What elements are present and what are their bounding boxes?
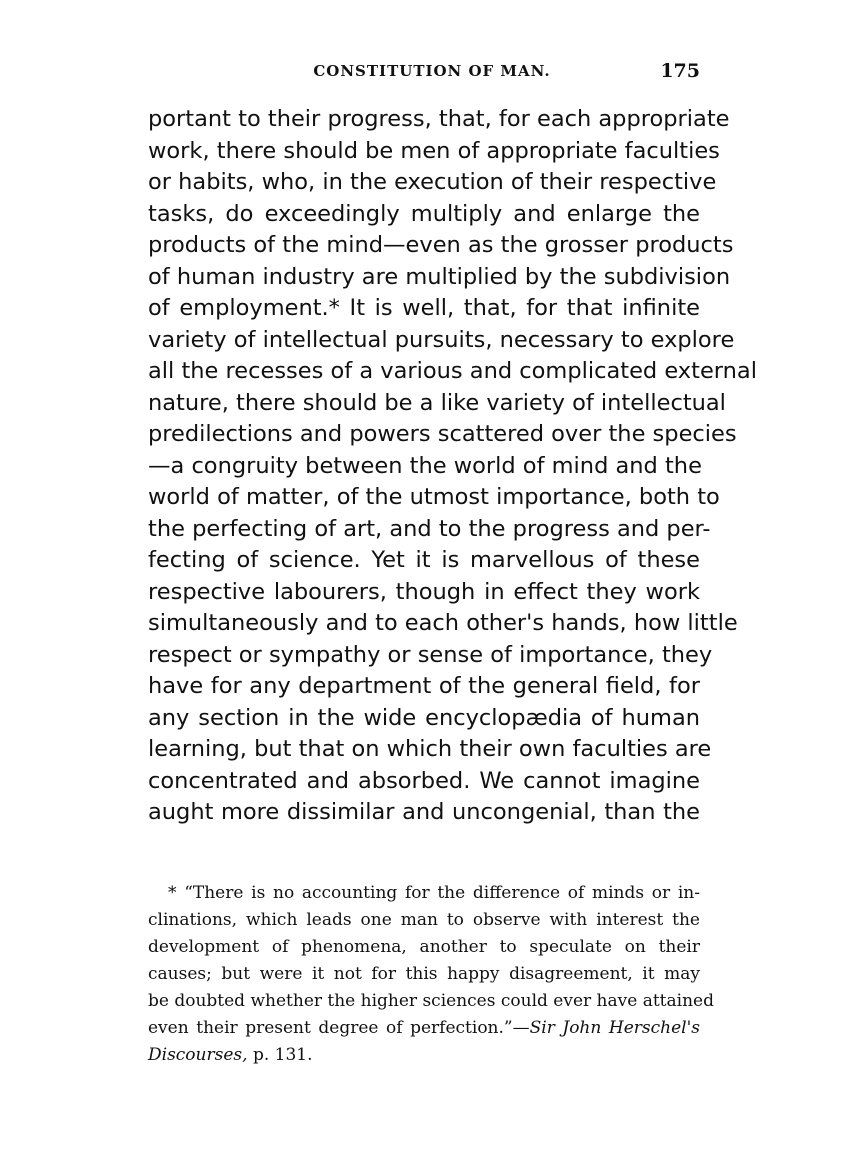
body-line: have for any department of the general field, for: [148, 673, 700, 699]
body-line: respect or sympathy or sense of importance, they: [148, 641, 713, 668]
footnote-line: [148, 1015, 700, 1042]
body-line: nature, there should be a like variety of intellectual: [148, 389, 726, 416]
body-line: portant to their progress, that, for each appropriate: [148, 106, 730, 132]
body-line: tasks, do exceedingly multiply and enlarge the: [148, 200, 700, 227]
body-line: all the recesses of a various and complicated external: [148, 358, 757, 384]
body-line: learning, but that on which their own faculties are: [148, 736, 712, 762]
footnote-citation-work: Discourses,: [148, 1045, 248, 1065]
body-line: work, there should be men of appropriate faculties: [148, 137, 720, 164]
running-head: [148, 62, 700, 88]
footnote-quote-end: even their present degree of perfection.”—: [148, 1018, 530, 1038]
body-line: world of matter, of the utmost importance, both to: [148, 484, 720, 510]
body-line: of employment.* It is well, that, for that infinite: [148, 295, 700, 321]
body-line: respective labourers, though in effect they work: [148, 578, 700, 605]
body-line: concentrated and absorbed. We cannot imagine: [148, 767, 700, 794]
footnote-line: be doubted whether the higher sciences could ever have attained: [148, 991, 714, 1011]
body-line: fecting of science. Yet it is marvellous of these: [148, 547, 700, 573]
body-line: any section in the wide encyclopædia of human: [148, 704, 700, 731]
body-line: simultaneously and to each other's hands, how little: [148, 610, 738, 636]
body-line: products of the mind—even as the grosser products: [148, 232, 734, 258]
body-line: the perfecting of art, and to the progress and per-: [148, 515, 711, 542]
footnote-line: [148, 1042, 700, 1069]
footnote-line: causes; but were it not for this happy disagreement, it may: [148, 964, 700, 984]
footnote-citation-page: p. 131.: [247, 1045, 313, 1065]
body-line: or habits, who, in the execution of their respective: [148, 169, 717, 195]
footnote-line: * “There is no accounting for the difference of minds or in-: [168, 883, 700, 903]
body-text: [148, 104, 757, 829]
body-line: of human industry are multiplied by the subdivision: [148, 263, 731, 290]
body-line: —a congruity between the world of mind and the: [148, 452, 702, 479]
footnote-citation-author: Sir John Herschel's: [529, 1018, 700, 1038]
footnote-line: development of phenomena, another to speculate on their: [148, 937, 700, 957]
running-title: CONSTITUTION OF MAN.: [313, 62, 551, 80]
footnote: [148, 880, 714, 1069]
body-line: variety of intellectual pursuits, necessary to explore: [148, 326, 735, 353]
body-line: aught more dissimilar and uncongenial, than the: [148, 799, 700, 825]
footnote-line: clinations, which leads one man to observe with interest the: [148, 910, 700, 930]
page-number: 175: [660, 60, 700, 82]
body-line: predilections and powers scattered over the species: [148, 421, 737, 447]
